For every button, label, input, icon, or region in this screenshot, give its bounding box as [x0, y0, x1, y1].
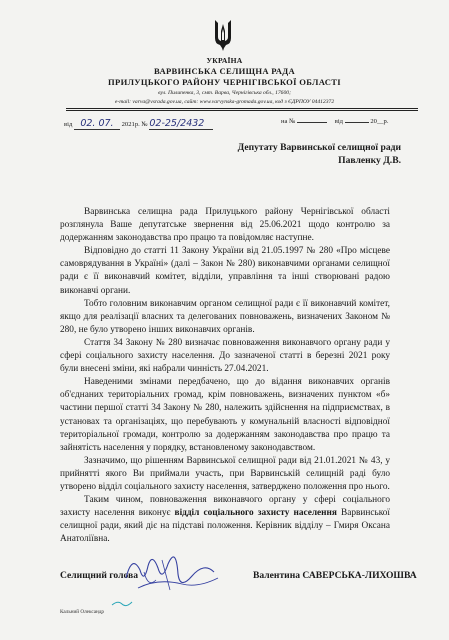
district-name: ПРИЛУЦЬКОГО РАЙОНУ ЧЕРНІГІВСЬКОЇ ОБЛАСТІ	[108, 77, 341, 87]
executor-name: Кальний Олександр	[60, 609, 105, 615]
body-paragraph-7	[60, 494, 390, 546]
addressee-line2: Павленку Д.В.	[338, 155, 401, 166]
reg-from-label: від	[64, 121, 73, 128]
letter-body	[60, 206, 390, 546]
council-name: ВАРВИНСЬКА СЕЛИЩНА РАДА	[154, 66, 295, 76]
reg-date-handwritten: 02. 07.	[80, 118, 114, 129]
body-paragraph-1: Варвинська селищна рада Прилуцького району Чернігівської області розглянула Ваше депутатське звернення від 25.06.2021 щодо контролю за додержанням законодавства про працю та повідомляє наступне.	[60, 207, 390, 244]
body-paragraph-3: Тобто головним виконавчим органом селищної ради є її виконавчий комітет, якщо для реалізації власних та делегованих повноважень, визначених Законом № 280, не було утворено інших виконавчих органів.	[60, 298, 390, 335]
addressee-line1: Депутату Варвинської селищної ради	[237, 142, 401, 153]
body-p7-start: Таким чином, повноваження виконавчого органу у сфері соціального захисту населення виконує	[60, 495, 390, 519]
country-name: УКРАЇНА	[206, 56, 243, 65]
header-divider	[66, 108, 418, 109]
reg-number-label: р. №	[134, 121, 148, 128]
registration-incoming	[281, 118, 388, 125]
body-paragraph-2: Відповідно до статті 11 Закону України від 21.05.1997 № 280 «Про місцеве самоврядування в Україні» (далі – Закон № 280) виконавчими органами селищної ради є її виконавчий комітет, відділи, управління та інші створювані радою виконавчі органи.	[60, 246, 390, 296]
reg-year: 2021	[121, 121, 135, 128]
council-contacts: e-mail: varva@vsrada.gov.ua, сайт: www.varvynska-gromada.gov.ua, код з ЄДРПОУ 04412372	[114, 99, 335, 105]
reg-to-blank	[297, 122, 327, 123]
body-p7-emphasis: відділ соціального захисту населення	[174, 508, 337, 519]
handwritten-signature	[118, 548, 228, 598]
signatory-position: Селищний голова	[60, 570, 139, 581]
header-divider-thin	[66, 110, 418, 111]
body-paragraph-6: Зазначимо, що рішенням Варвинської селищної ради від 21.01.2021 № 43, у прийнятті якого Ви приймали участь, при Варвинській селищній раді було утворено відділ соціального захисту населення, затверджено положення про нього.	[60, 455, 390, 492]
reg-to-label: на №	[281, 118, 296, 125]
registration-outgoing	[64, 118, 213, 130]
trident-emblem-icon	[212, 18, 234, 52]
signatory-name: Валентина САВЕРСЬКА-ЛИХОШВА	[253, 570, 417, 581]
reg-number-handwritten: 02-25/2432	[149, 118, 205, 129]
reg-to-date-blank	[345, 122, 369, 123]
stamp-mark	[110, 599, 134, 609]
body-paragraph-5: Наведеними змінами передбачено, що до відання виконавчих органів об'єднаних територіальних громад, крім повноважень, визначених пунктом «б» частини першої статті 34 Закону № 280, належить здійснення на підприємствах, в установах та організаціях, що перебувають у комунальній власності відповідної територіальної громади, контролю за додержанням законодавства про працю та зайнятість населення у порядку, встановленому законодавством.	[60, 377, 390, 453]
council-address: вул. Пилипенка, 3, смт. Варва, Чернігівська обл., 17600;	[158, 90, 291, 96]
reg-year-tail: 20__р.	[370, 118, 389, 125]
body-p7-end: Варвинської селищної ради, який діє на підставі положення. Керівник відділу – Гмиря Оксана Анатоліївна.	[60, 508, 390, 545]
body-paragraph-4: Стаття 34 Закону № 280 визначає повноваження виконавчого органу ради у сфері соціального захисту населення. До зазначеної статті в березні 2021 року були внесені зміни, які набрали чинність 27.04.2021.	[60, 337, 390, 375]
reg-to-from-label: від	[334, 118, 344, 125]
